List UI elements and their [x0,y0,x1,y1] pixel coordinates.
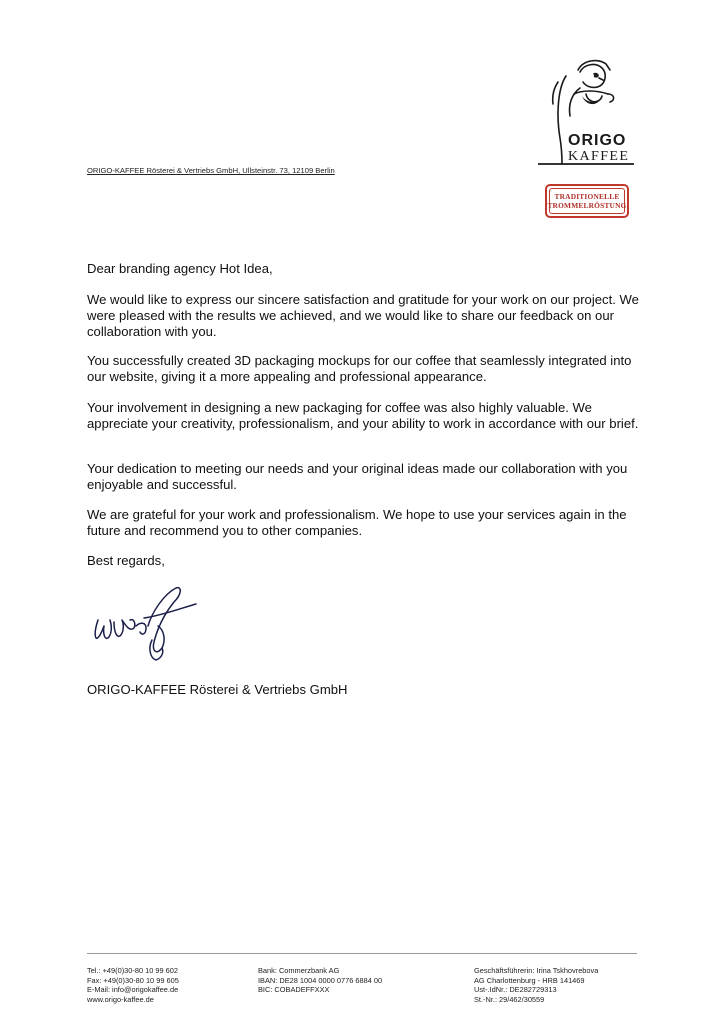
footer-bank [258,966,382,995]
paragraph-dedication: Your dedication to meeting our needs and your original ideas made our collaboration with you enjoyable and successful. [87,461,628,492]
footer-managing-director: Geschäftsführerin: Irina Tskhovrebova [474,966,599,975]
sender-address: ORIGO-KAFFEE Rösterei & Vertriebs GmbH, Ullsteinstr. 73, 12109 Berlin [87,166,335,175]
closing: Best regards, [87,553,165,568]
footer-divider [87,953,637,954]
signatory-company: ORIGO-KAFFEE Rösterei & Vertriebs GmbH [87,682,348,697]
footer-bank-name: Bank: Commerzbank AG [258,966,340,975]
salutation: Dear branding agency Hot Idea, [87,261,273,276]
paragraph-satisfaction: We would like to express our sincere satisfaction and gratitude for your work on our project. We were pleased with the results we achieved, and we would like to share our feedback on our collaboration with you. [87,292,639,339]
paragraph-mockups: You successfully created 3D packaging mockups for our coffee that seamlessly integrated into our website, giving it a more appealing and professional appearance. [87,353,632,384]
footer-legal [474,966,598,1004]
paragraph-gratitude: We are grateful for your work and professionalism. We hope to use your services again in the future and recommend you to other companies. [87,507,627,538]
footer-tax-number: St.-Nr.: 29/462/30559 [474,994,545,1004]
footer-email: E-Mail: info@origokaffee.de [87,985,179,995]
footer-bic: BIC: COBADEFFXXX [258,985,330,995]
paragraph-packaging: Your involvement in designing a new packaging for coffee was also highly valuable. We appreciate your creativity, professionalism, and your ability to work in accordance with our brief. [87,400,639,431]
footer-fax: Fax: +49(0)30-80 10 99 605 [87,975,179,985]
roasting-stamp [545,184,629,218]
footer-register: AG Charlottenburg - HRB 141469 [474,975,585,985]
handwritten-signature-icon [90,582,205,667]
stamp-line-2: TROMMELRÖSTUNG [547,201,627,210]
stamp-line-1: TRADITIONELLE [554,192,620,201]
footer-phone: Tel.: +49(0)30-80 10 99 602 [87,966,179,975]
origo-kaffee-logo [536,58,636,180]
footer-contact [87,966,179,1004]
logo-wordmark-origo: ORIGO [568,132,627,149]
footer-vat-id: Ust-.IdNr.: DE282729313 [474,985,557,995]
footer-website: www.origo-kaffee.de [87,994,154,1004]
stamp-inner-border [549,188,625,214]
footer-iban: IBAN: DE28 1004 0000 0776 6884 00 [258,975,383,985]
logo-wordmark-kaffee: KAFFEE [568,149,630,164]
